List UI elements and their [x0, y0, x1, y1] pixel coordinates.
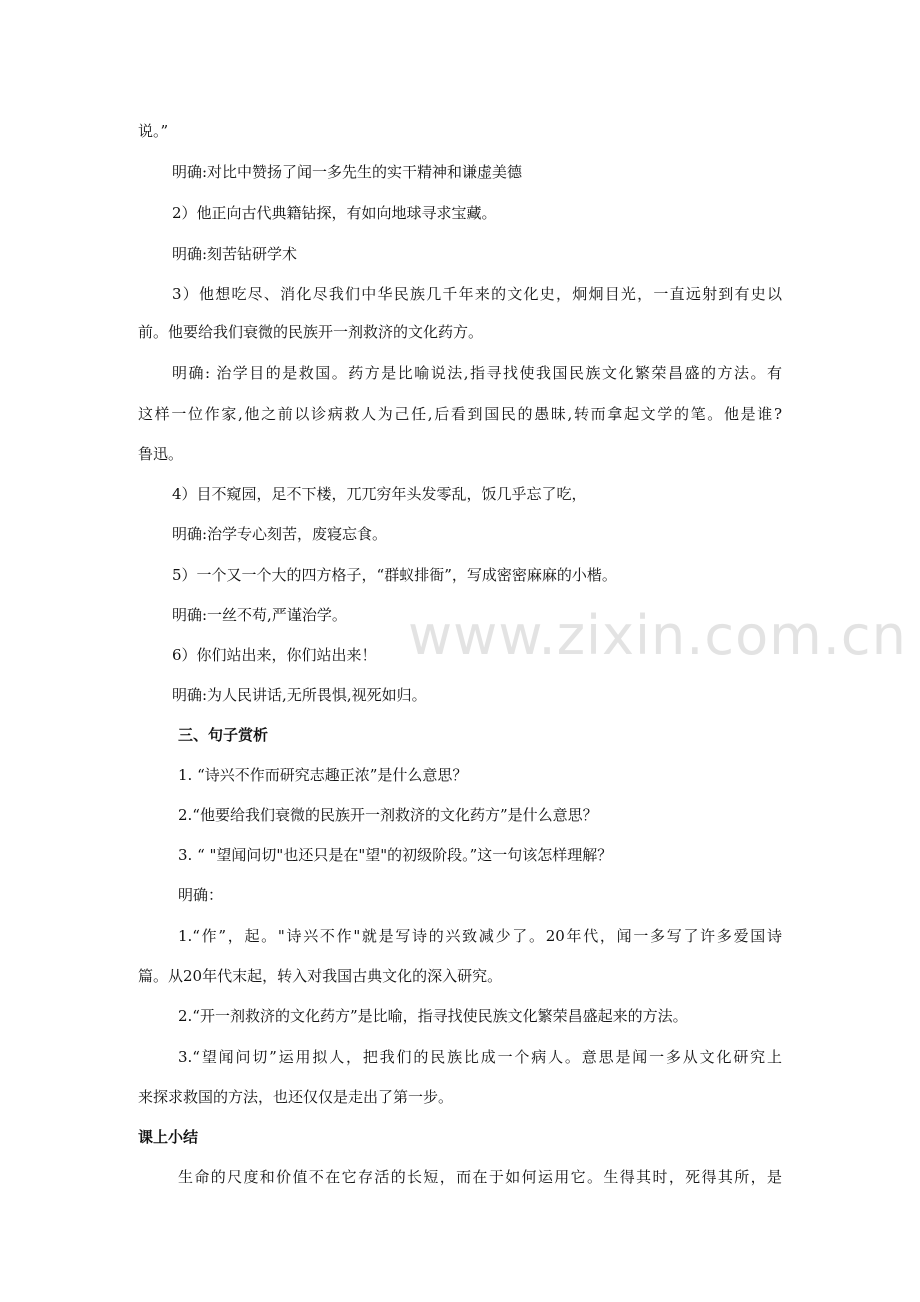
text-line: 5）一个又一个大的四方格子，“群蚁排衙”，写成密密麻麻的小楷。: [172, 566, 617, 584]
answer-line: 2.“开一剂救济的文化药方”是比喻，指寻找使民族文化繁荣昌盛起来的方法。: [178, 1007, 688, 1025]
text-line: 6）你们站出来，你们站出来！: [172, 646, 377, 664]
text-line: 鲁迅。: [138, 445, 184, 463]
question-line: 1. “诗兴不作而研究志趣正浓”是什么意思？: [178, 766, 468, 784]
text-line: 2）他正向古代典籍钻探，有如向地球寻求宝藏。: [172, 204, 497, 222]
answer-line: 1.“作”，起。"诗兴不作"就是写诗的兴致减少了。20年代，闻一多写了许多爱国诗: [178, 927, 782, 945]
text-line: 明确:为人民讲话,无所畏惧,视死如归。: [172, 686, 427, 704]
answer-line: 3.“望闻问切”运用拟人，把我们的民族比成一个病人。意思是闻一多从文化研究上: [178, 1048, 782, 1066]
text-line: 说。”: [138, 122, 169, 140]
text-line: 明确：: [178, 886, 224, 904]
question-line: 3. “ "望闻问切"也还只是在"望"的初级阶段。”这一句该怎样理解？: [178, 846, 613, 864]
answer-line: 篇。从20年代末起，转入对我国古典文化的深入研究。: [138, 967, 503, 985]
text-line: 明确:刻苦钻研学术: [172, 245, 298, 263]
text-line: 明确:对比中赞扬了闻一多先生的实干精神和谦虚美德: [172, 163, 523, 181]
text-line: 明确: 治学目的是救国。药方是比喻说法,指寻找使我国民族文化繁荣昌盛的方法。有: [172, 364, 782, 382]
text-line: 这样一位作家,他之前以诊病救人为己任,后看到国民的愚昧,转而拿起文学的笔。他是谁?: [138, 405, 782, 423]
question-line: 2.“他要给我们衰微的民族开一剂救济的文化药方”是什么意思？: [178, 806, 598, 824]
section-heading: 三、句子赏析: [178, 726, 269, 744]
text-line: 3）他想吃尽、消化尽我们中华民族几千年来的文化史，炯炯目光，一直远射到有史以: [172, 285, 782, 303]
text-line: 前。他要给我们衰微的民族开一剂救济的文化药方。: [138, 323, 484, 341]
answer-line: 来探求救国的方法，也还仅仅是走出了第一步。: [138, 1088, 454, 1106]
text-line: 4）目不窥园，足不下楼，兀兀穷年头发零乱，饭几乎忘了吃，: [172, 485, 587, 503]
text-line: 明确:治学专心刻苦，废寝忘食。: [172, 525, 388, 543]
text-line: 明确:一丝不苟,严谨治学。: [172, 606, 347, 624]
watermark: www.zixin.com.cn: [408, 604, 907, 667]
section-heading: 课上小结: [138, 1128, 199, 1146]
text-line: 生命的尺度和价值不在它存活的长短，而在于如何运用它。生得其时，死得其所，是: [178, 1168, 782, 1186]
